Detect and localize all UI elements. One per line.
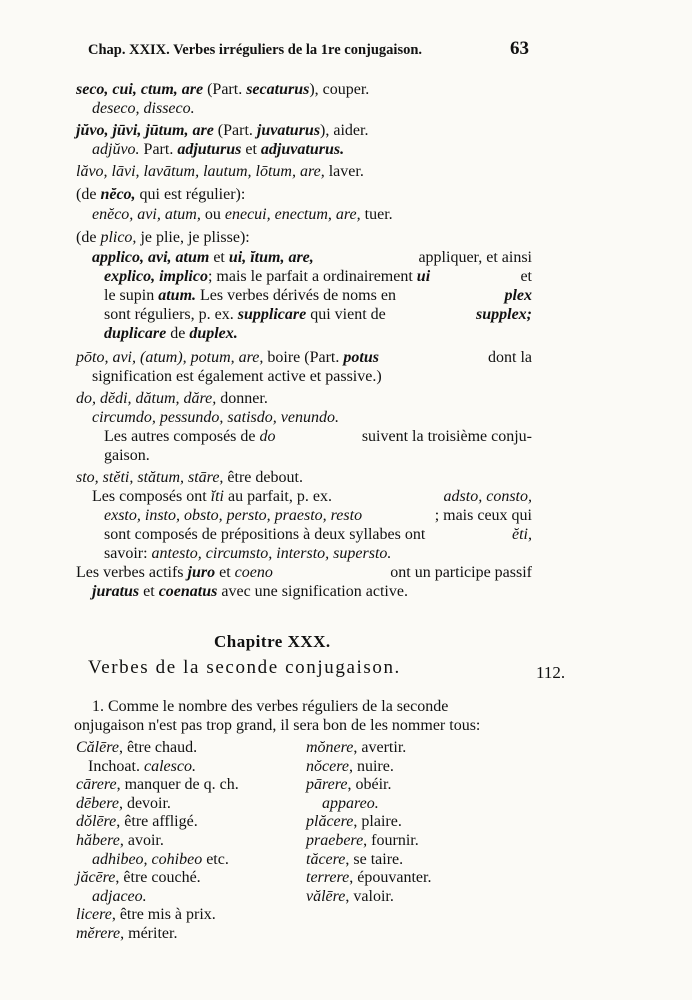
entry-supin: le supin atum. Les verbes dérivés de noms en plex [104, 287, 532, 304]
entry-applico: applico, avi, atum et ui, ĭtum, are, appliquer, et ainsi [92, 249, 532, 266]
verb-word: praebere [306, 832, 364, 849]
verb-list-item [92, 850, 229, 870]
verb-meaning: , avertir. [353, 739, 407, 756]
entry-do-gaison: gaison. [104, 447, 150, 464]
verb-list-item [76, 905, 216, 925]
verb-list-item [76, 868, 201, 888]
verb-list-item [76, 738, 197, 758]
verb-word: plăcere [306, 813, 354, 831]
verb-word: jăcēre [76, 869, 116, 887]
verb-list-item [76, 794, 171, 814]
verb-word: vălēre [306, 887, 346, 905]
entry-sto-composes: Les composés ont ĭti au parfait, p. ex. adsto, consto, [92, 488, 532, 505]
verb-meaning: , plaire. [353, 813, 402, 831]
verb-meaning: , manquer de q. ch. [116, 776, 239, 794]
verb-meaning: , fournir. [363, 832, 419, 849]
entry-sto-prepositions: sont composés de prépositions à deux syllabes ont ĕti, [104, 526, 532, 543]
verb-word: appareo. [322, 794, 379, 812]
intro-line-2: onjugaison n'est pas trop grand, il sera bon de les nommer tous: [74, 717, 481, 734]
verb-meaning: , valoir. [345, 887, 394, 905]
entry-lavo: lăvo, lāvi, lavātum, lautum, lōtum, are, laver. [76, 163, 364, 180]
verb-word: pārere [306, 776, 348, 794]
verb-list-item: Inchoat. calesco. [88, 757, 196, 775]
verb-word: adjaceo. [92, 887, 147, 905]
verb-meaning: , être affligé. [116, 813, 198, 831]
verb-word: adhibeo, cohibeo [92, 850, 203, 868]
entry-do-autres: Les autres composés de do suivent la troisième conju- [104, 428, 532, 445]
verb-meaning: , devoir. [118, 794, 171, 812]
entry-seco: seco, cui, ctum, are (Part. secaturus), couper. [76, 81, 370, 98]
entry-adjuvo: adjŭvo. Part. adjuturus et adjuvaturus. [92, 141, 345, 158]
verb-word: terrere [306, 869, 350, 887]
entry-duplicare: duplicare de duplex. [104, 325, 238, 342]
verb-meaning: , épouvanter. [349, 869, 432, 887]
verb-list-item [306, 850, 403, 870]
verb-meaning: , mériter. [120, 925, 178, 942]
verb-list-item [306, 868, 431, 888]
verb-list-item [306, 757, 394, 777]
entry-juvo: jŭvo, jūvi, jūtum, are (Part. juvaturus), aider. [76, 122, 369, 139]
entry-neco: (de nĕco, qui est régulier): [76, 186, 246, 203]
verb-meaning: , être couché. [115, 869, 201, 887]
chapter-title: Chapitre XXX. [214, 632, 331, 651]
verb-word: mŏnere [306, 739, 354, 756]
verb-list-item [306, 812, 402, 832]
entry-plico: (de plico, je plie, je plisse): [76, 229, 250, 246]
entry-actifs: Les verbes actifs juro et coeno ont un participe passif [76, 564, 532, 581]
verb-word: cārere [76, 776, 117, 794]
verb-word: licere [76, 906, 112, 924]
entry-do-compounds: circumdo, pessundo, satisdo, venundo. [92, 409, 339, 426]
entry-poto: pōto, avi, (atum), potum, are, boire (Part. potus dont la [76, 349, 532, 366]
verb-forms: seco, cui, ctum, are [76, 81, 204, 98]
section-number: 112. [536, 663, 566, 682]
verb-word: tăcere [306, 850, 346, 868]
entry-eneco: enĕco, avi, atum, ou enecui, enectum, are, tuer. [92, 206, 393, 223]
verb-meaning: , se taire. [345, 850, 404, 868]
verb-list-item [76, 831, 164, 851]
entry-juratus: juratus et coenatus avec une signification active. [92, 583, 408, 600]
verb-meaning: etc. [202, 850, 229, 868]
verb-word: dēbere [76, 794, 119, 812]
verb-word: Călēre [76, 739, 119, 756]
page-number: 63 [510, 38, 529, 59]
intro-line-1: 1. Comme le nombre des verbes réguliers de la seconde [92, 698, 449, 715]
verb-word: mĕrere [76, 925, 121, 942]
entry-poto-signification: signification est également active et passive.) [92, 368, 382, 385]
verb-meaning: , avoir. [119, 832, 164, 849]
verb-meaning: , nuire. [348, 757, 394, 775]
verb-list-item [306, 775, 391, 795]
verb-meaning: , obéir. [347, 776, 392, 794]
verb-list-item [76, 924, 177, 944]
verb-word: nŏcere [306, 757, 349, 775]
verb-list-item [92, 887, 147, 907]
verb-word: dŏlēre [76, 813, 117, 831]
entry-reguliers: sont réguliers, p. ex. supplicare qui vient de supplex; [104, 306, 532, 323]
verb-list-item [322, 794, 379, 814]
chapter-subtitle: Verbes de la seconde conjugaison. [88, 657, 401, 678]
entry-sto-savoir: savoir: antesto, circumsto, intersto, supersto. [104, 545, 392, 562]
verb-list-item [76, 812, 198, 832]
entry-explico: explico, implico; mais le parfait a ordinairement ui et [104, 268, 532, 285]
verb-list-item [306, 831, 419, 851]
entry-do: do, dĕdi, dătum, dăre, donner. [76, 390, 268, 407]
verb-list-item [76, 775, 239, 795]
verb-list-item [306, 738, 406, 758]
entry-sto: sto, stĕti, stătum, stāre, être debout. [76, 469, 303, 486]
running-title: Chap. XXIX. Verbes irréguliers de la 1re conjugaison. [88, 42, 423, 58]
entry-sto-exsto: exsto, insto, obsto, persto, praesto, resto ; mais ceux qui [104, 507, 532, 524]
verb-meaning: , être mis à prix. [111, 906, 216, 924]
entry-seco-compounds: deseco, disseco. [92, 100, 195, 117]
verb-meaning: , être chaud. [118, 739, 198, 756]
verb-word: hăbere [76, 832, 120, 849]
verb-list-item [306, 887, 394, 907]
